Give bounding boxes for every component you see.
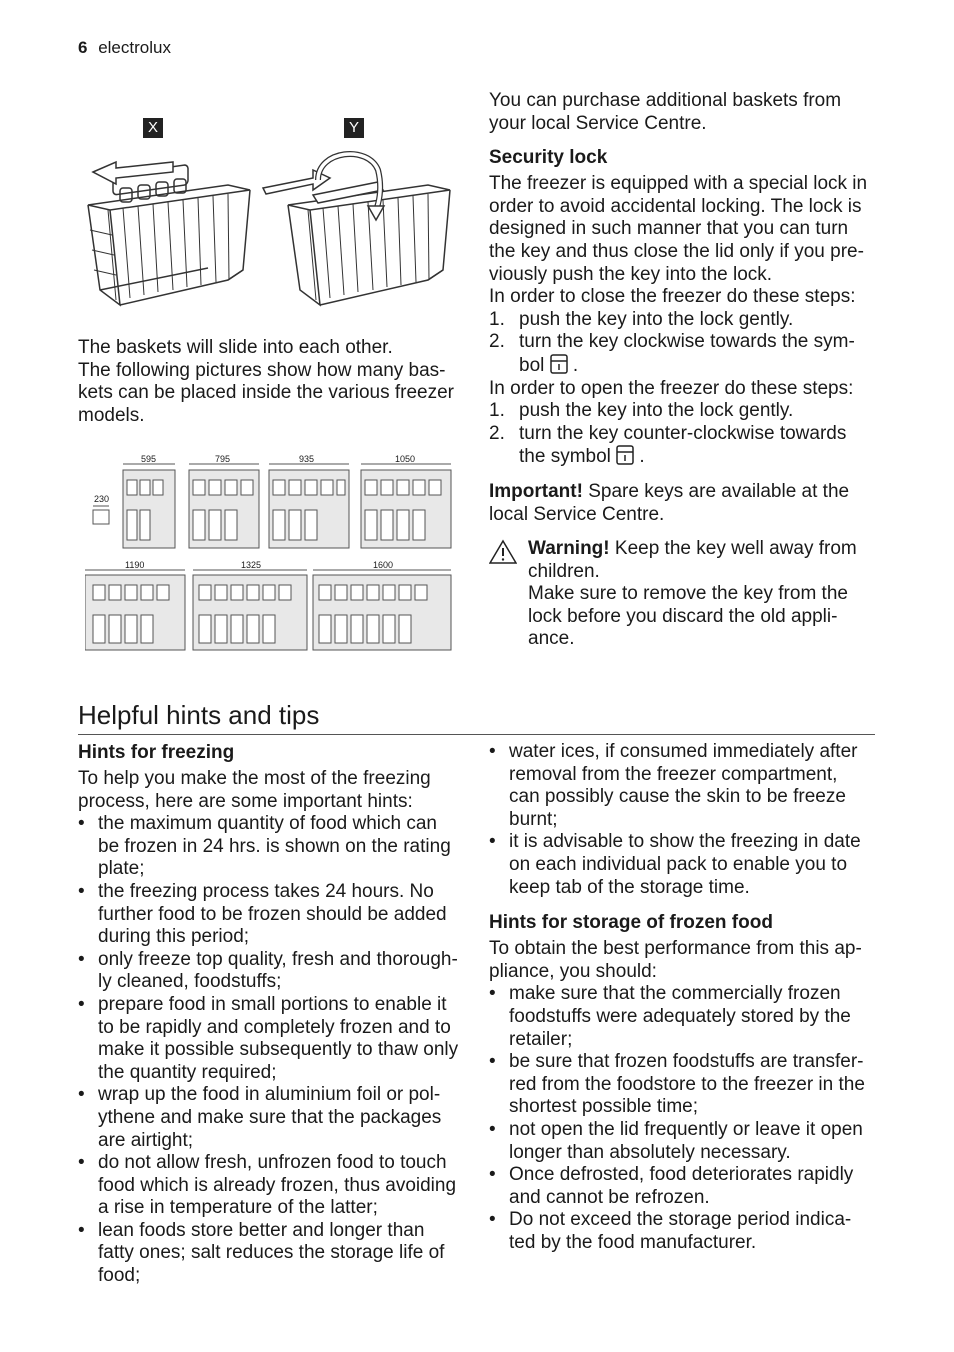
intro-paragraph-2-line-3: models. [78, 404, 145, 426]
list-item: • the freezing process takes 24 hours. No further food to be frozen should be added during this period; [78, 880, 447, 948]
page-header [78, 38, 171, 58]
security-line-6: In order to close the freezer do these steps: [489, 286, 856, 308]
security-line-4: the key and thus close the lid only if you pre- [489, 240, 864, 262]
warning-note [489, 538, 879, 651]
list-item: • do not allow fresh, unfrozen food to touch food which is already frozen, thus avoiding a rise in temperature of the latter; [78, 1152, 457, 1219]
label-x: X [143, 118, 163, 138]
warning-triangle-icon [489, 539, 517, 564]
width-935: 935 [299, 454, 315, 464]
storage-heading: Hints for storage of frozen food [489, 912, 773, 934]
important-line-1: Spare keys are available at the [588, 480, 850, 502]
close-step-1: 1. push the key into the lock gently. [489, 308, 794, 330]
list-item: • make sure that the commercially frozen foodstuffs were adequately stored by the retailer; [489, 983, 851, 1050]
freezing-list-continued [489, 741, 881, 899]
basket-illustration [78, 110, 463, 320]
storage-list [489, 983, 881, 1254]
freezing-column [78, 741, 470, 1288]
security-line-5: viously push the key into the lock. [489, 263, 773, 285]
models-drawing [85, 450, 455, 660]
list-item: • the maximum quantity of food which can be frozen in 24 hrs. is shown on the rating plate; [78, 813, 451, 880]
list-item: • only freeze top quality, fresh and thorough- ly cleaned, foodstuffs; [78, 948, 458, 993]
freezer-models-figure [85, 450, 455, 660]
security-line-3: designed in such manner that you can turn [489, 218, 849, 240]
important-note [489, 481, 879, 526]
close-steps-list [489, 309, 879, 378]
storage-intro-line-2: pliance, you should: [489, 960, 657, 982]
list-item: • Do not exceed the storage period indica- ted by the food manufacturer. [489, 1209, 852, 1253]
open-steps-list [489, 400, 879, 469]
list-item: • lean foods store better and longer than fatty ones; salt reduces the storage life of food; [78, 1219, 445, 1287]
warning-line-2: children. [528, 560, 600, 582]
intro-paragraph-1: The baskets will slide into each other. [78, 337, 393, 358]
freezing-intro-line-1: To help you make the most of the freezing [78, 768, 431, 789]
storage-intro-line-1: To obtain the best performance from this ap- [489, 938, 862, 960]
width-1190: 1190 [125, 560, 145, 570]
baskets-purchase-line-2: your local Service Centre. [489, 112, 707, 134]
open-intro: In order to open the freezer do these steps: [489, 377, 854, 399]
security-line-1: The freezer is equipped with a special lock in [489, 173, 868, 195]
freezing-list [78, 813, 470, 1287]
list-item: • Once defrosted, food deteriorates rapidly and cannot be refrozen. [489, 1164, 854, 1208]
section-title: Helpful hints and tips [78, 700, 320, 730]
open-step-2: 2. turn the key counter-clockwise towards the symbol . [489, 422, 847, 468]
brand-name: electrolux [98, 38, 171, 57]
security-lock-heading: Security lock [489, 147, 608, 169]
page-number: 6 [78, 38, 88, 57]
label-y: Y [344, 118, 364, 138]
intro-paragraph-2-line-1: The following pictures show how many bas- [78, 359, 446, 381]
warning-line-3: Make sure to remove the key from the [528, 583, 848, 605]
list-item: • water ices, if consumed immediately after removal from the freezer compartment, can possibly cause the skin to be freeze burnt; [489, 741, 858, 830]
list-item: • wrap up the food in aluminium foil or pol- ythene and make sure that the packages are airtight; [78, 1084, 442, 1151]
warning-line-4: lock before you discard the old appli- [528, 605, 838, 627]
security-line-2: order to avoid accidental locking. The lock is [489, 195, 862, 217]
lock-closed-icon [550, 354, 568, 374]
width-795: 795 [215, 454, 231, 464]
right-top-column [489, 90, 879, 651]
lock-open-icon [616, 445, 634, 465]
baskets-purchase-line-1: You can purchase additional baskets from [489, 90, 842, 111]
warning-label: Warning! [528, 538, 610, 560]
close-step-2: 2. turn the key clockwise towards the sym- bol . [489, 331, 855, 376]
warning-line-1: Keep the key well away from [614, 538, 857, 560]
freezing-intro-line-2: process, here are some important hints: [78, 790, 413, 812]
list-item: • not open the lid frequently or leave it open longer than absolutely necessary. [489, 1118, 863, 1163]
width-230: 230 [94, 494, 110, 504]
width-1050: 1050 [395, 454, 416, 464]
left-intro [78, 337, 468, 427]
width-1600: 1600 [373, 560, 394, 570]
list-item: • prepare food in small portions to enable it to be rapidly and completely frozen and to make it possible subsequently to thaw only the quantity required; [78, 993, 459, 1083]
important-label: Important! [489, 480, 583, 502]
basket-drawing [78, 110, 463, 320]
intro-paragraph-2-line-2: kets can be placed inside the various freezer [78, 382, 454, 404]
important-line-2: local Service Centre. [489, 503, 665, 525]
freezing-heading: Hints for freezing [78, 742, 235, 763]
open-step-1: 1. push the key into the lock gently. [489, 400, 794, 422]
width-1325: 1325 [241, 560, 262, 570]
width-595: 595 [141, 454, 157, 464]
list-item: • it is advisable to show the freezing in date on each individual pack to enable you to keep tab of the storage time. [489, 831, 861, 898]
list-item: • be sure that frozen foodstuffs are transfer- red from the foodstore to the freezer in the shortest possible time; [489, 1051, 865, 1118]
section-divider [78, 734, 875, 735]
storage-column [489, 741, 881, 1254]
warning-line-5: ance. [528, 628, 575, 650]
